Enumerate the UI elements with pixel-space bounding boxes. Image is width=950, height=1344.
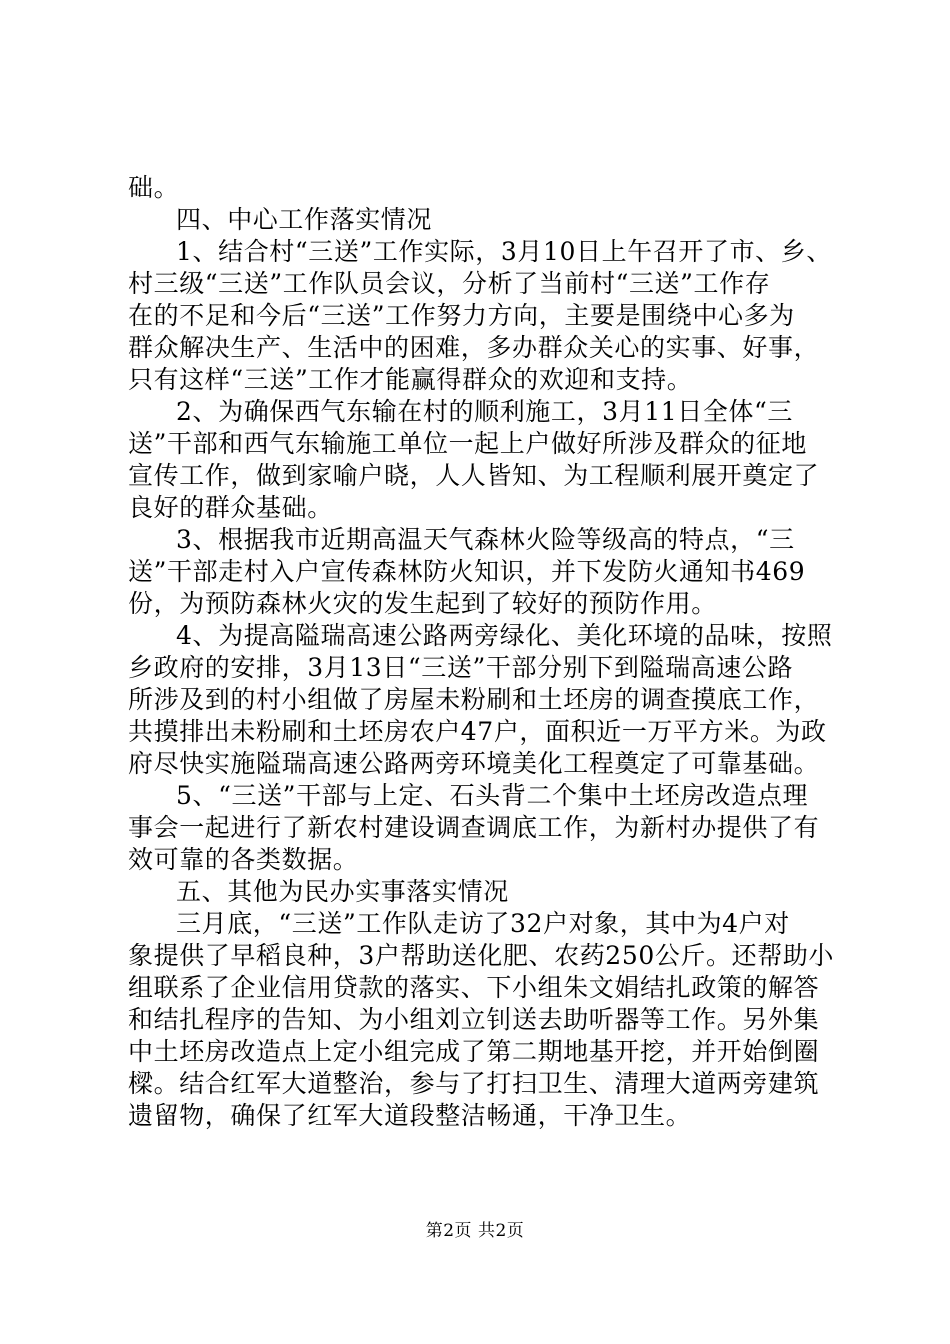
text-line: 送”干部和西气东输施工单位一起上户做好所涉及群众的征地 (128, 429, 807, 458)
text-line: 1、结合村“三送”工作实际，3月10日上午召开了市、乡、 (176, 237, 832, 266)
text-line: 樑。结合红军大道整治，参与了打扫卫生、清理大道两旁建筑 (128, 1069, 820, 1098)
text-line: 3、根据我市近期高温天气森林火险等级高的特点，“三 (176, 525, 795, 554)
text-line: 遗留物，确保了红军大道段整洁畅通，干净卫生。 (128, 1101, 692, 1130)
text-line: 象提供了早稻良种，3户帮助送化肥、农药250公斤。还帮助小 (128, 941, 835, 970)
text-line: 4、为提高隘瑞高速公路两旁绿化、美化环境的品味，按照 (176, 621, 833, 650)
text-line: 良好的群众基础。 (128, 493, 333, 522)
text-line: 效可靠的各类数据。 (128, 845, 359, 874)
text-line: 村三级“三送”工作队员会议，分析了当前村“三送”工作存 (128, 269, 771, 298)
text-line: 在的不足和今后“三送”工作努力方向，主要是围绕中心多为 (128, 301, 795, 330)
text-line: 宣传工作，做到家喻户晓，人人皆知、为工程顺利展开奠定了 (128, 461, 820, 490)
text-line: 府尽快实施隘瑞高速公路两旁环境美化工程奠定了可靠基础。 (128, 749, 820, 778)
text-line: 中土坯房改造点上定小组完成了第二期地基开挖，并开始倒圈 (128, 1037, 820, 1066)
text-line: 和结扎程序的告知、为小组刘立钊送去助听器等工作。另外集 (128, 1005, 820, 1034)
text-line: 础。 (128, 173, 180, 202)
text-line: 三月底，“三送”工作队走访了32户对象，其中为4户对 (176, 909, 790, 938)
text-line: 群众解决生产、生活中的困难，多办群众关心的实事、好事， (128, 333, 820, 362)
text-line: 送”干部走村入户宣传森林防火知识，并下发防火通知书469 (128, 557, 806, 586)
text-line: 组联系了企业信用贷款的落实、下小组朱文娟结扎政策的解答 (128, 973, 820, 1002)
document-body (128, 172, 835, 1132)
text-line: 乡政府的安排，3月13日“三送”干部分别下到隘瑞高速公路 (128, 653, 794, 682)
text-line: 只有这样“三送”工作才能赢得群众的欢迎和支持。 (128, 365, 693, 394)
text-line: 事会一起进行了新农村建设调查调底工作，为新村办提供了有 (128, 813, 820, 842)
section-heading: 五、其他为民办实事落实情况 (176, 877, 509, 906)
text-line: 2、为确保西气东输在村的顺利施工，3月11日全体“三 (176, 397, 794, 426)
section-heading: 四、中心工作落实情况 (176, 205, 433, 234)
page-footer: 第2页 共2页 (425, 1221, 525, 1241)
text-line: 份，为预防森林火灾的发生起到了较好的预防作用。 (128, 589, 717, 618)
text-line: 5、“三送”干部与上定、石头背二个集中土坯房改造点理 (176, 781, 809, 810)
text-line: 所涉及到的村小组做了房屋未粉刷和土坯房的调查摸底工作， (128, 685, 820, 714)
text-line: 共摸排出未粉刷和土坯房农户47户，面积近一万平方米。为政 (128, 717, 827, 746)
